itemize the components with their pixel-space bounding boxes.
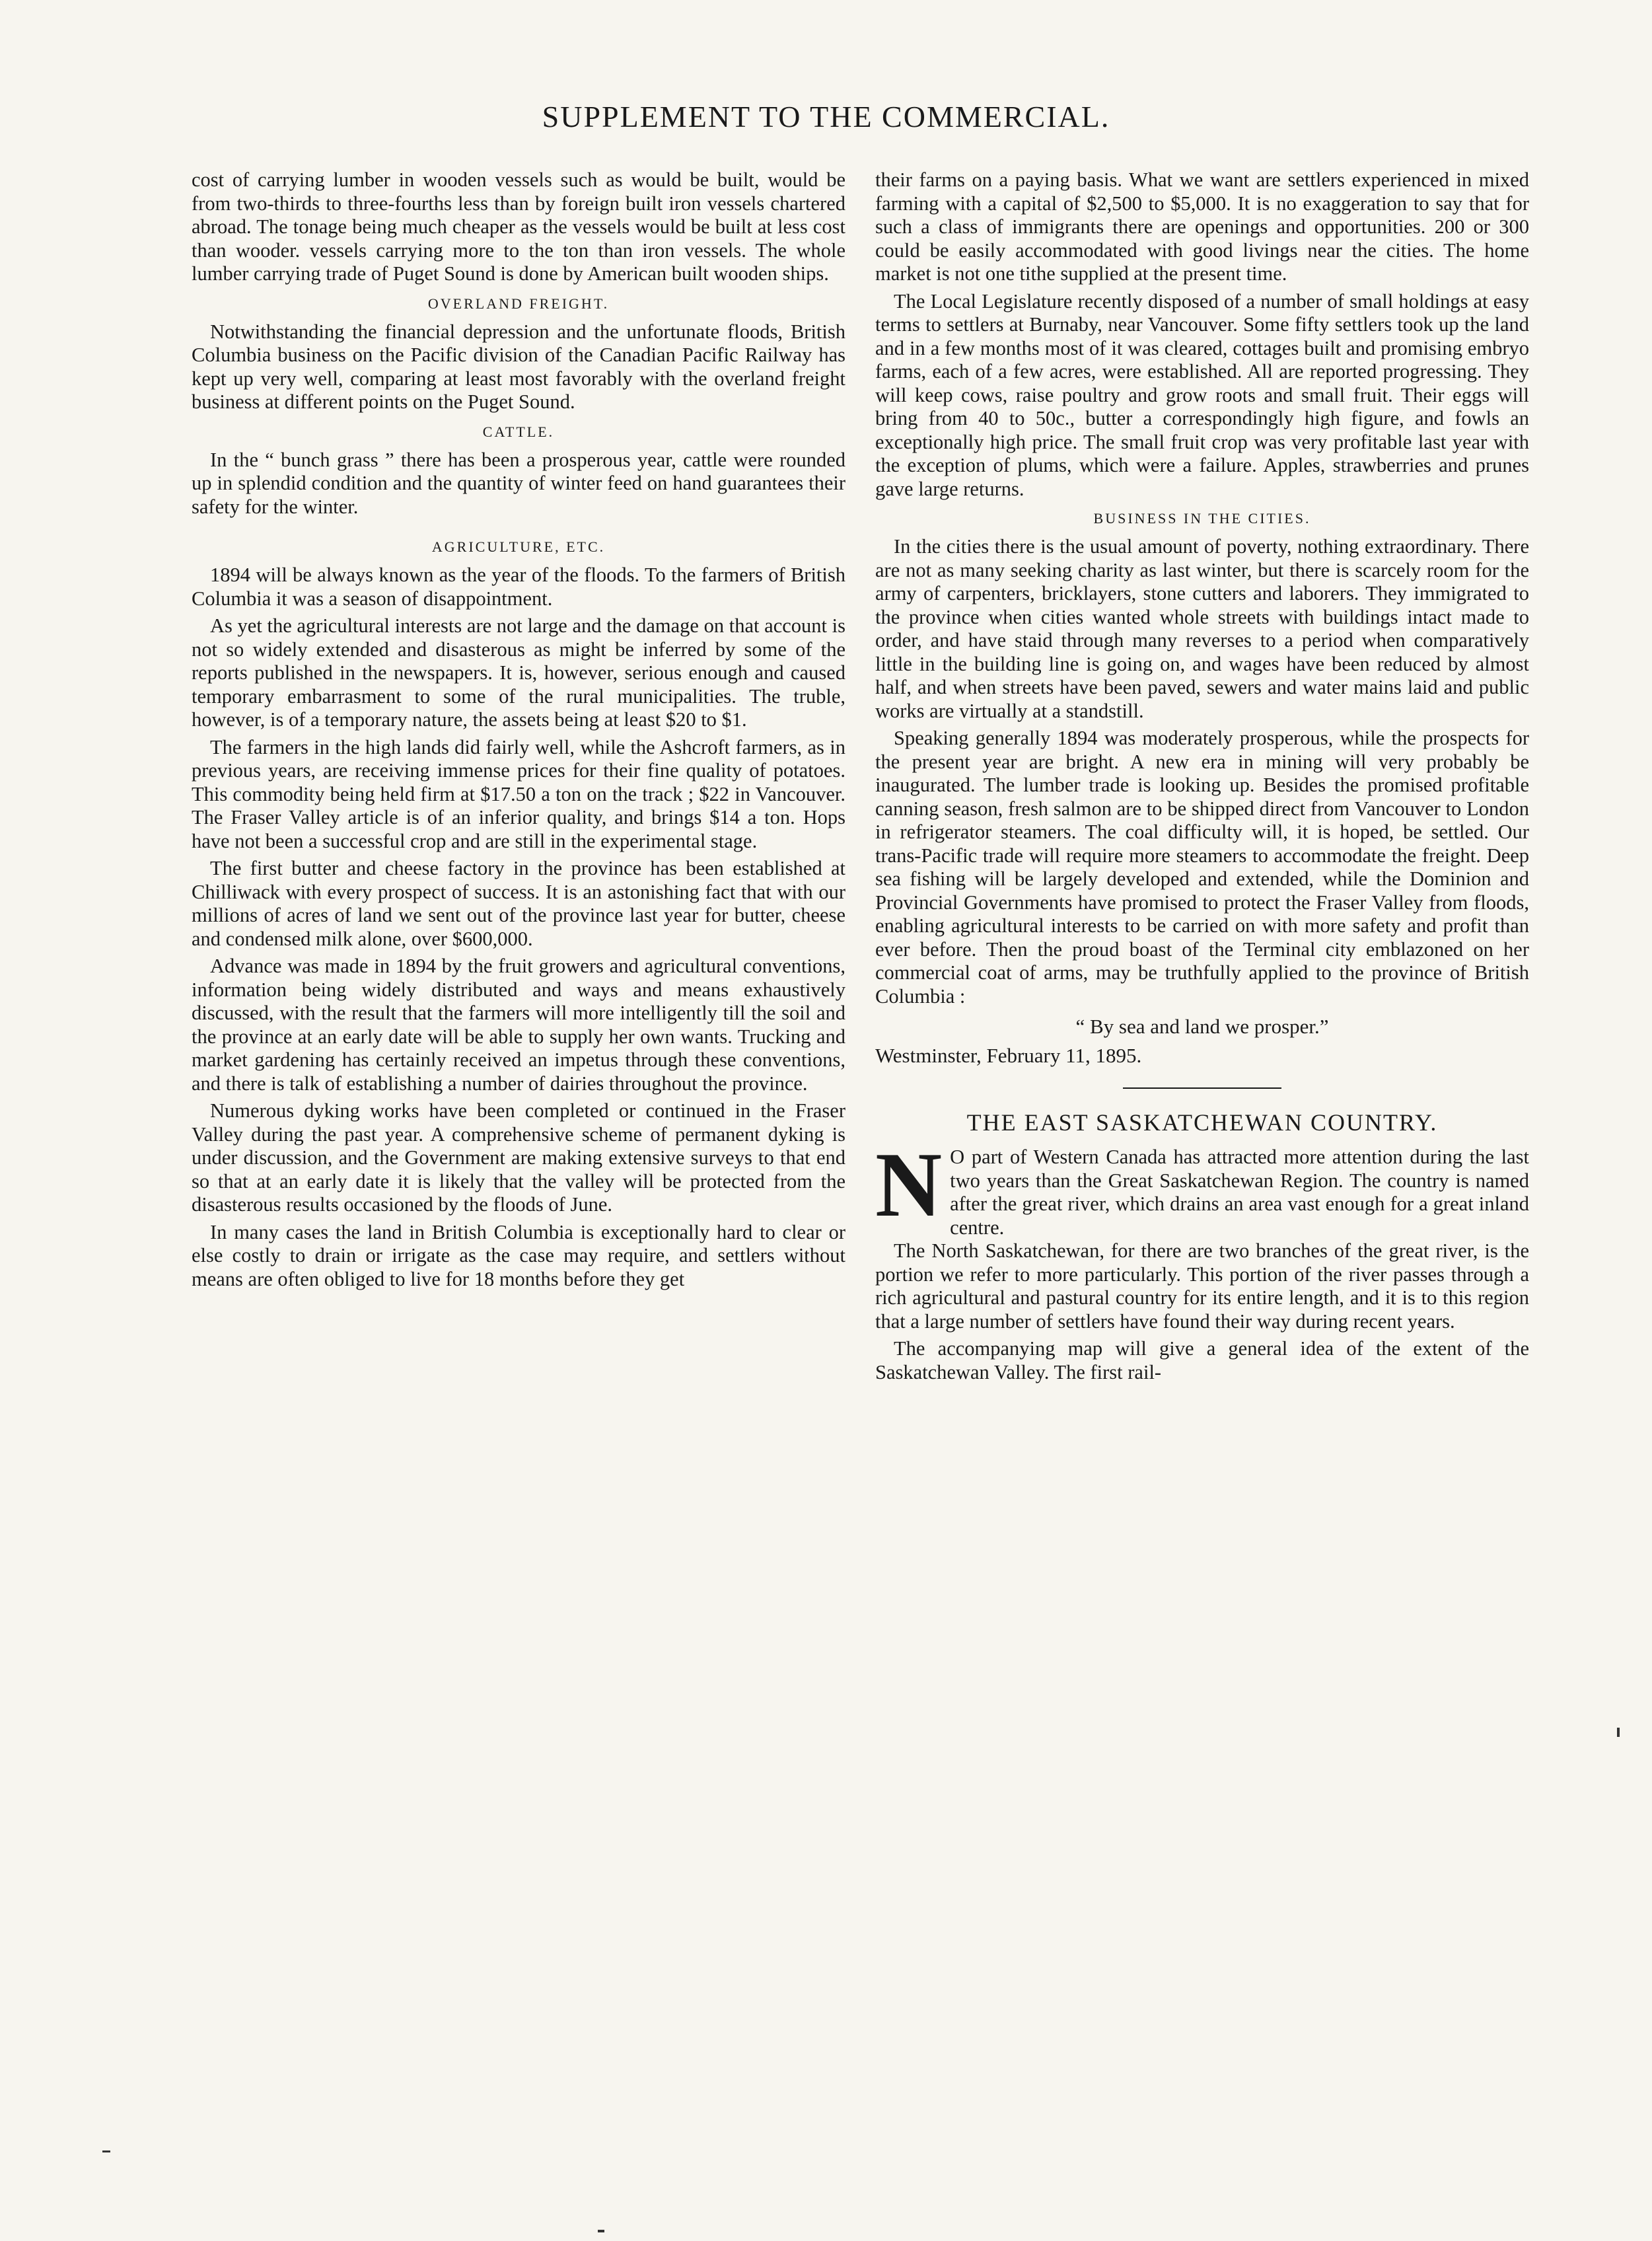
scan-speck [598, 2230, 604, 2232]
scan-speck [1617, 1728, 1620, 1737]
dateline-signoff: Westminster, February 11, 1895. [875, 1044, 1142, 1067]
scan-speck [102, 2150, 110, 2152]
paragraph: In the “ bunch grass ” there has been a prosperous year, cattle were rounded up in splendid condition and the quantity of winter feed on hand guarantees their safety for the winter. [192, 448, 845, 518]
running-head: SUPPLEMENT TO THE COMMERCIAL. [542, 100, 1110, 133]
paragraph: cost of carrying lumber in wooden vessels such as would be built, would be from two-thirds to three-fourths less than by foreign built iron vessels chartered abroad. The tonage being much cheaper as the vessels would be built at less cost than wooder. vessels carrying more to the ton than iron vessels. The whole lumber carrying trade of Puget Sound is done by American built wooden ships. [192, 168, 845, 285]
paragraph: Numerous dyking works have been completed or continued in the Fraser Valley during the past year. A comprehensive scheme of permanent dyking is under discussion, and the Government are making extensive surveys to that end so that at an early date it is likely that the valley will be protected from the disasterous results occasioned by the floods of June. [192, 1099, 845, 1216]
paragraph: Speaking generally 1894 was moderately prosperous, while the prospects for the present year are bright. A new era in mining will very probably be inaugurated. The lumber trade is looking up. Besides the promised profitable canning season, fresh salmon are to be shipped direct from Vancouver to London in refrigerator steamers. The coal difficulty will, it is hoped, be settled. Our trans-Pacific trade will require more steamers to accommodate the freight. Deep sea fishing will be largely developed and extended, while the Dominion and Provincial Governments have promised to protect the Fraser Valley from floods, enabling agricultural interests to be carried on with more safety and profit than ever before. Then the proud boast of the Terminal city emblazoned on her commercial coat of arms, may be truthfully applied to the province of British Columbia : [875, 727, 1529, 1008]
paragraph: In the cities there is the usual amount of poverty, nothing extraordinary. There are not as many seeking charity as last winter, but there is scarcely room for the army of carpenters, bricklayers, stone cutters and laborers. They immigrated to the province when cities wanted whole streets with buildings intact made to order, and have staid through many reverses to a period when comparatively little in the building line is going on, and wages have been reduced by almost half, and when streets have been paved, sewers and water mains laid and public works are virtually at a standstill. [875, 535, 1529, 722]
paragraph: their farms on a paying basis. What we want are settlers experienced in mixed farming with a capital of $2,500 to $5,000. It is no exaggeration to say that for such a class of immigrants there are openings and opportunities. 200 or 300 could be easily accommodated with good livings near the cities. The home market is not one tithe supplied at the present time. [875, 168, 1529, 285]
paragraph: The first butter and cheese factory in the province has been established at Chilliwack with every prospect of success. It is an astonishing fact that with our millions of acres of land we sent out of the province last year for butter, cheese and condensed milk alone, over $600,000. [192, 857, 845, 950]
paragraph: O part of Western Canada has attracted more attention during the last two years than the Great Saskatchewan Region. The country is named after the great river, which drains an area vast enough for a great inland centre. [950, 1146, 1529, 1239]
right-column [875, 168, 1529, 1384]
paragraph: In many cases the land in British Columbia is exceptionally hard to clear or else costly to drain or irrigate as the case may require, and settlers without means are often obliged to live for 18 months before they get [192, 1220, 845, 1290]
paragraph: The farmers in the high lands did fairly well, while the Ashcroft farmers, as in previous years, are receiving immense prices for their fine quality of potatoes. This commodity being held firm at $17.50 a ton on the track ; $22 in Vancouver. The Fraser Valley article is of an inferior quality, and brings $14 a ton. Hops have not been a successful crop and are still in the experimental stage. [192, 735, 845, 852]
drop-cap: N [875, 1134, 943, 1236]
section-heading-cattle: CATTLE. [482, 423, 555, 440]
paragraph: The accompanying map will give a general idea of the extent of the Saskatchewan Valley. The first rail- [875, 1337, 1529, 1383]
paragraph: As yet the agricultural interests are not large and the damage on that account is not so widely extended and disasterous as might be inferred by some of the reports published in the newspapers. It is, however, serious enough and caused temporary embarrasment to some of the rural municipalities. The truble, however, is of a temporary nature, the assets being at least $20 to $1. [192, 614, 845, 731]
paragraph: Notwithstanding the financial depression and the unfortunate floods, British Columbia business on the Pacific division of the Canadian Pacific Railway has kept up very well, comparing at least most favorably with the overland freight business at different points on the Puget Sound. [192, 320, 845, 413]
motto-quote: “ By sea and land we prosper.” [1075, 1015, 1329, 1038]
section-heading-overland-freight: OVERLAND FREIGHT. [427, 295, 610, 312]
section-divider [1123, 1087, 1281, 1089]
section-heading-business: BUSINESS IN THE CITIES. [1093, 510, 1311, 527]
paragraph: The Local Legislature recently disposed of a number of small holdings at easy terms to settlers at Burnaby, near Vancouver. Some fifty settlers took up the land and in a few months most of it was cleared, cottages built and promising embryo farms, each of a few acres, were established. All are reported progressing. They will keep cows, raise poultry and grow roots and small fruit. Their eggs will bring from 40 to 50c., butter a correspondingly high figure, and fowls an exceptionally high price. The small fruit crop was very profitable last year with the exception of plums, which were a failure. Apples, strawberries and prunes gave large returns. [875, 289, 1529, 500]
paragraph: 1894 will be always known as the year of the floods. To the farmers of British Columbia it was a season of disappointment. [192, 564, 845, 610]
paragraph: The North Saskatchewan, for there are two branches of the great river, is the portion we refer to more particularly. This portion of the river passes through a rich agricultural and pastural country for its entire length, and it is to this region that a large number of settlers have found their way during recent years. [875, 1239, 1529, 1333]
section-heading-agriculture: AGRICULTURE, ETC. [431, 538, 606, 555]
article-title: THE EAST SASKATCHEWAN COUNTRY. [966, 1109, 1438, 1136]
dropcap-paragraph [875, 1134, 1529, 1239]
paragraph: Advance was made in 1894 by the fruit growers and agricultural conventions, information being widely distributed and ways and means exhaustively discussed, with the result that the farmers will more intelligently till the soil and the province at an early date will be able to supply her own wants. Trucking and market gardening has certainly received an impetus through these conventions, and there is talk of establishing a number of dairies throughout the province. [192, 955, 845, 1095]
left-column [192, 168, 845, 1291]
